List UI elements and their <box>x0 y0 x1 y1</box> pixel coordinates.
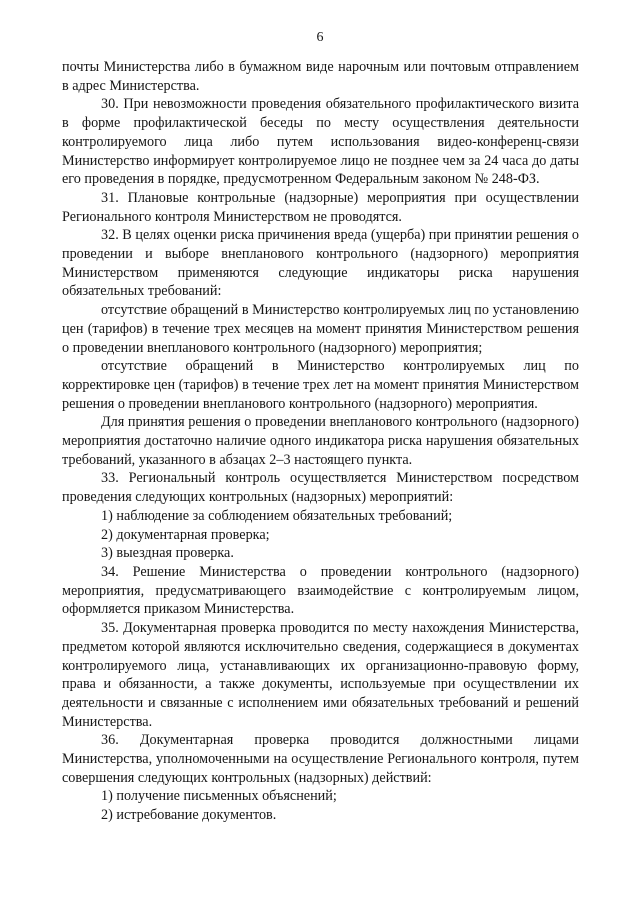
paragraph-32-indicator-1: отсутствие обращений в Министерство контролируемых лиц по установлению цен (тарифов) в течение трех месяцев на момент принятия Министерством решения о проведении внепланового контрольного (надзорного) мероприятия; <box>62 302 579 356</box>
paragraph-30: 30. При невозможности проведения обязательного профилактического визита в форме профилактической беседы по месту осуществления деятельности контролируемого лица либо путем использования видео-конференц-связи Министерство информирует контролируемое лицо не позднее чем за 24 часа до даты его проведения в порядке, предусмотренном Федеральным законом № 248-ФЗ. <box>62 96 579 188</box>
paragraph-35: 35. Документарная проверка проводится по месту нахождения Министерства, предметом которой являются исключительно сведения, содержащиеся в документах контролируемого лица, устанавливающих их организационно-правовую форму, права и обязанности, а также документы, используемые при осуществлении их деятельности и связанные с исполнением ими обязательных требований и решений Министерства. <box>62 620 579 730</box>
paragraph-continuation: почты Министерства либо в бумажном виде нарочным или почтовым отправлением в адрес Министерства. <box>62 59 579 94</box>
paragraph-34: 34. Решение Министерства о проведении контрольного (надзорного) мероприятия, предусматривающего взаимодействие с контролируемым лицом, оформляется приказом Министерства. <box>62 563 579 618</box>
list-item: 2) документарная проверка; <box>101 526 270 543</box>
paragraph-33: 33. Региональный контроль осуществляется Министерством посредством проведения следующих контрольных (надзорных) мероприятий: <box>62 470 579 506</box>
page-number: 6 <box>316 30 324 45</box>
list-item: 2) истребование документов. <box>101 807 277 824</box>
paragraph-32: 32. В целях оценки риска причинения вреда (ущерба) при принятии решения о проведении и выборе внепланового контрольного (надзорного) мероприятия Министерством применяются следующие индикаторы риска нарушения обязательных требований: <box>62 227 579 300</box>
paragraph-31: 31. Плановые контрольные (надзорные) мероприятия при осуществлении Регионального контроля Министерством не проводятся. <box>62 189 579 225</box>
list-item: 1) наблюдение за соблюдением обязательных требований; <box>101 507 453 524</box>
paragraph-36: 36. Документарная проверка проводится должностными лицами Министерства, уполномоченными на осуществление Регионального контроля, путем совершения следующих контрольных (надзорных) действий: <box>62 732 579 786</box>
paragraph-32-note: Для принятия решения о проведении внепланового контрольного (надзорного) мероприятия достаточно наличие одного индикатора риска нарушения обязательных требований, указанного в абзацах 2–3 настоящего пункта. <box>62 414 579 468</box>
paragraph-32-indicator-2: отсутствие обращений в Министерство контролируемых лиц по корректировке цен (тарифов) в течение трех лет на момент принятия Министерством решения о проведении внепланового контрольного (надзорного) мероприятия. <box>62 358 579 412</box>
list-item: 1) получение письменных объяснений; <box>101 788 337 805</box>
list-item: 3) выездная проверка. <box>101 545 234 562</box>
document-body <box>62 58 579 825</box>
